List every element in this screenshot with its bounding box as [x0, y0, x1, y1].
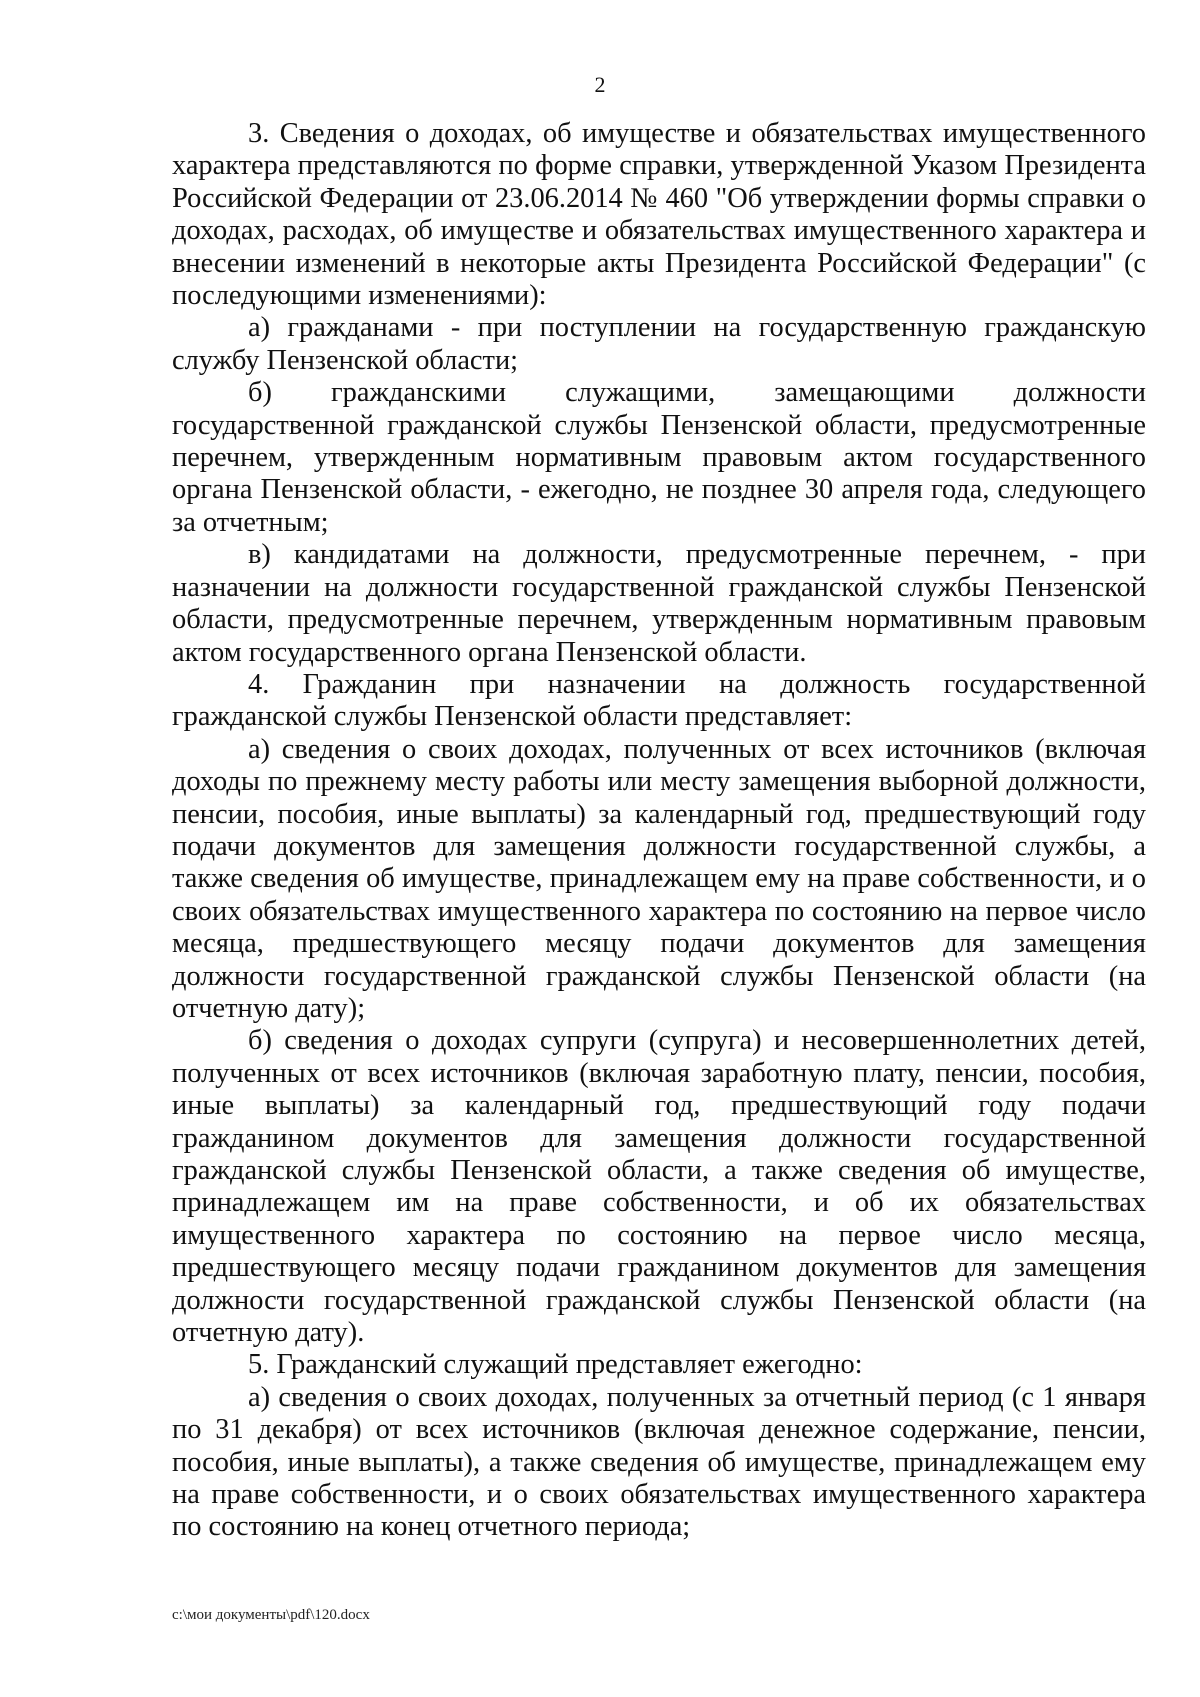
document-body [172, 118, 1146, 1544]
paragraph-4a: а) сведения о своих доходах, полученных от всех источников (включая доходы по прежнему месту работы или месту замещения выборной должности, пенсии, пособия, иные выплаты) за календарный год, предшествующий году подачи документов для замещения должности государственной службы, а также сведения об имуществе, принадлежащем ему на праве собственности, и о своих обязательствах имущественного характера по состоянию на первое число месяца, предшествующего месяцу подачи документов для замещения должности государственной гражданской службы Пензенской области (на отчетную дату); [172, 733, 1146, 1024]
paragraph-5: 5. Гражданский служащий представляет ежегодно: [248, 1349, 863, 1381]
footer-file-path: c:\мои документы\pdf\120.docx [172, 1607, 370, 1623]
paragraph-4: 4. Гражданин при назначении на должность государственной гражданской службы Пензенской области представляет: [172, 668, 1146, 733]
paragraph-3a: а) гражданами - при поступлении на государственную гражданскую службу Пензенской области; [172, 312, 1146, 376]
paragraph-3: 3. Сведения о доходах, об имуществе и обязательствах имущественного характера представляются по форме справки, утвержденной Указом Президента Российской Федерации от 23.06.2014 № 460 "Об утверждении формы справки о доходах, расходах, об имуществе и обязательствах имущественного характера и внесении изменений в некоторые акты Президента Российской Федерации" (с последующими изменениями): [172, 118, 1146, 312]
paragraph-5a: а) сведения о своих доходах, полученных за отчетный период (с 1 января по 31 декабря) от всех источников (включая денежное содержание, пенсии, пособия, иные выплаты), а также сведения об имуществе, принадлежащем ему на праве собственности, и о своих обязательствах имущественного характера по состоянию на конец отчетного периода; [172, 1381, 1146, 1543]
paragraph-3v: в) кандидатами на должности, предусмотренные перечнем, - при назначении на должности государственной гражданской службы Пензенской области, предусмотренные перечнем, утвержденным нормативным правовым актом государственного органа Пензенской области. [172, 539, 1146, 668]
paragraph-4b: б) сведения о доходах супруги (супруга) и несовершеннолетних детей, полученных от всех источников (включая заработную плату, пенсии, пособия, иные выплаты) за календарный год, предшествующий году подачи гражданином документов для замещения должности государственной гражданской службы Пензенской области, а также сведения об имуществе, принадлежащем им на праве собственности, и об их обязательствах имущественного характера по состоянию на первое число месяца, предшествующего месяцу подачи гражданином документов для замещения должности государственной гражданской службы Пензенской области (на отчетную дату). [172, 1025, 1146, 1349]
paragraph-3b: б) гражданскими служащими, замещающими должности государственной гражданской службы Пензенской области, предусмотренные перечнем, утвержденным нормативным правовым актом государственного органа Пензенской области, - ежегодно, не позднее 30 апреля года, следующего за отчетным; [172, 377, 1146, 538]
page-number: 2 [594, 72, 606, 97]
